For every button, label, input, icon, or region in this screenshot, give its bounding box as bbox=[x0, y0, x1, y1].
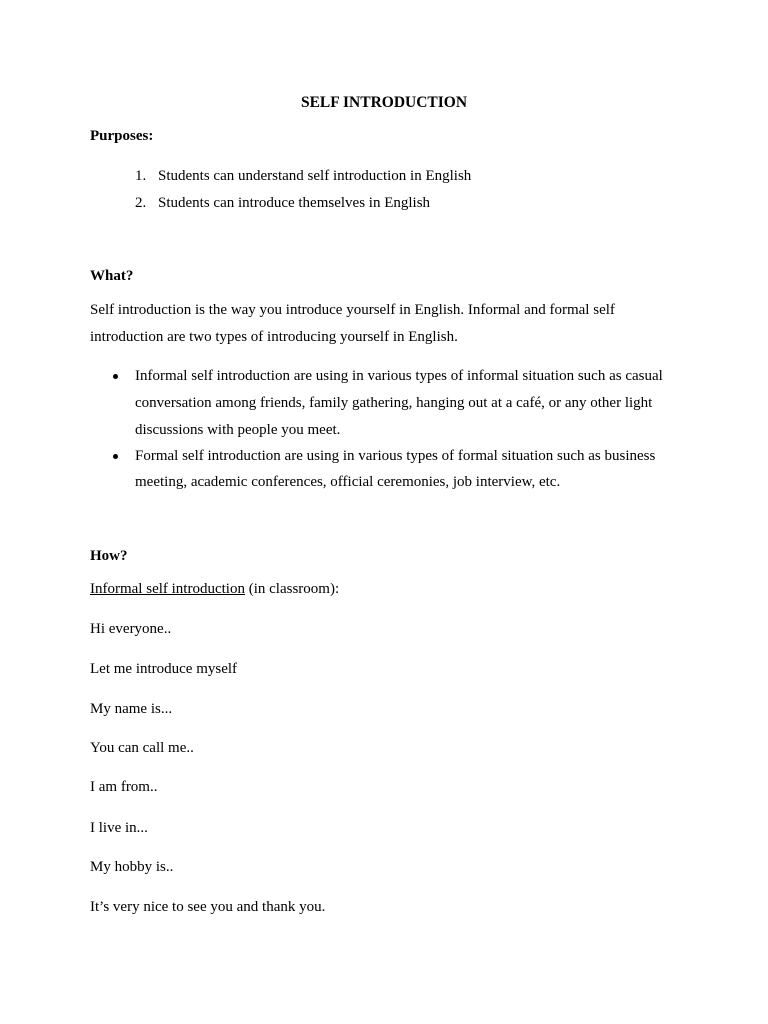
purpose-item-number: 2. bbox=[135, 195, 147, 211]
how-subheading-underlined: Informal self introduction bbox=[90, 581, 245, 597]
what-paragraph-line: introduction are two types of introducing yourself in English. bbox=[90, 329, 458, 345]
script-line: Let me introduce myself bbox=[90, 661, 238, 677]
bullet-dot-icon bbox=[113, 374, 118, 379]
script-line: I am from.. bbox=[90, 779, 158, 795]
script-line: My name is... bbox=[90, 701, 173, 717]
purpose-item-number: 1. bbox=[135, 168, 147, 184]
script-line: Hi everyone.. bbox=[90, 621, 172, 637]
script-line: You can call me.. bbox=[90, 740, 194, 756]
script-line: My hobby is.. bbox=[90, 859, 174, 875]
document-title: SELF INTRODUCTION bbox=[300, 94, 468, 111]
bullet-line: conversation among friends, family gathering, hanging out at a café, or any other light bbox=[135, 395, 653, 411]
what-heading: What? bbox=[90, 268, 134, 284]
what-paragraph-line: Self introduction is the way you introduce yourself in English. Informal and formal self bbox=[90, 302, 615, 318]
purposes-heading: Purposes: bbox=[90, 128, 154, 144]
bullet-line: Informal self introduction are using in various types of informal situation such as casual bbox=[135, 368, 663, 384]
bullet-line: meeting, academic conferences, official ceremonies, job interview, etc. bbox=[135, 474, 561, 490]
purpose-item-text: Students can understand self introduction in English bbox=[158, 168, 472, 184]
bullet-line: discussions with people you meet. bbox=[135, 422, 341, 438]
bullet-dot-icon bbox=[113, 454, 118, 459]
script-line: It’s very nice to see you and thank you. bbox=[90, 899, 326, 915]
how-subheading-rest: (in classroom): bbox=[244, 581, 340, 597]
how-subheading bbox=[90, 581, 339, 598]
bullet-line: Formal self introduction are using in various types of formal situation such as business bbox=[135, 448, 656, 464]
purpose-item-text: Students can introduce themselves in English bbox=[158, 195, 431, 211]
how-heading: How? bbox=[90, 548, 128, 564]
script-line: I live in... bbox=[90, 820, 148, 836]
